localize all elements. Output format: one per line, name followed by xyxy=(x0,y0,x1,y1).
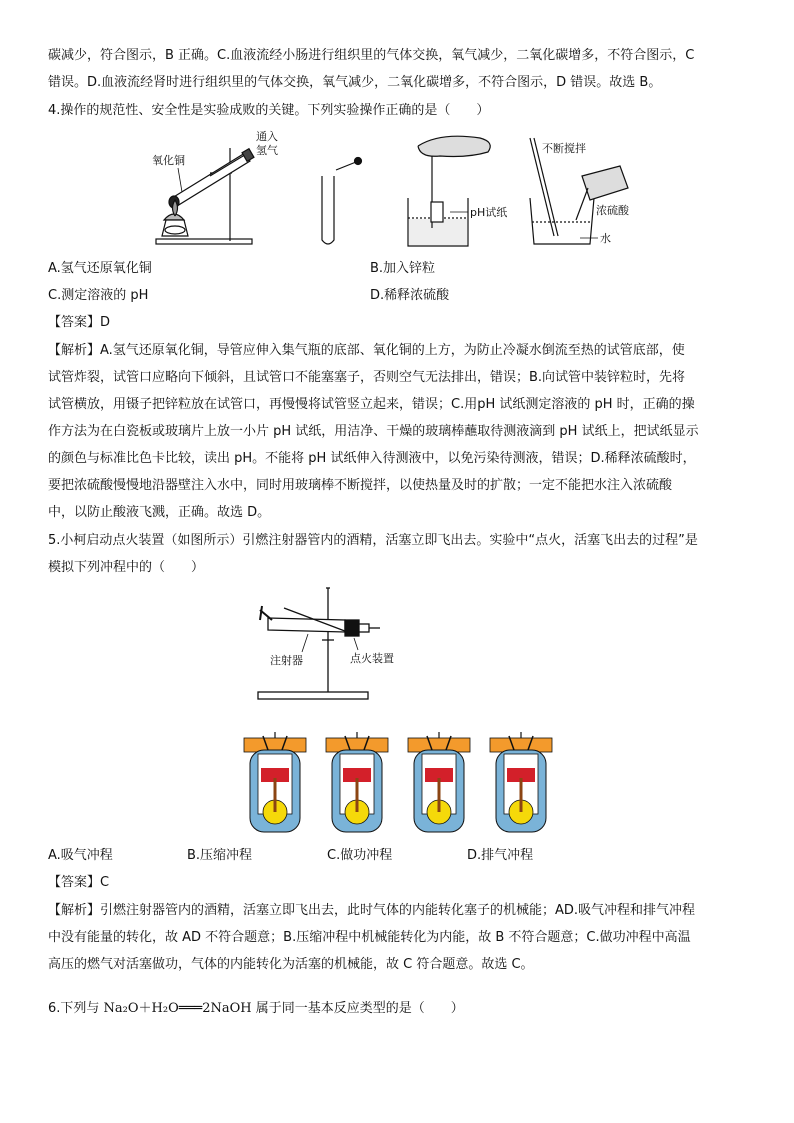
question-4-stem: 4.操作的规范性、安全性是实验成败的关键。下列实验操作正确的是（ ） xyxy=(48,103,490,118)
explanation-line: 试管横放，用镊子把锌粒放在试管口，再慢慢将试管竖立起来，错误；C.用pH 试纸测定溶液的 pH 时，正确的操 xyxy=(48,397,695,412)
explanation-line: 高压的燃气对活塞做功，气体的内能转化为活塞的机械能，故 C 符合题意。故选 C。 xyxy=(48,957,534,972)
label-water: 水 xyxy=(600,232,611,245)
option-b: B.加入锌粒 xyxy=(370,261,436,276)
explanation-line: 试管炸裂，试管口应略向下倾斜，且试管口不能塞塞子，否则空气无法排出，错误；B.向试管中装锌粒时，先将 xyxy=(48,370,686,385)
option-d: D.排气冲程 xyxy=(467,848,534,863)
option-c: C.做功冲程 xyxy=(327,848,393,863)
explanation-line: 【解析】引燃注射器管内的酒精，活塞立即飞出去，此时气体的内能转化塞子的机械能；AD.吸气冲程和排气冲程 xyxy=(48,903,696,918)
label-ph-paper: pH试纸 xyxy=(470,206,508,219)
question-5-stem: 5.小柯启动点火装置（如图所示）引燃注射器管内的酒精，活塞立即飞出去。实验中“点火，活塞飞出去的过程”是 xyxy=(48,533,698,548)
option-a: A.吸气冲程 xyxy=(48,848,113,863)
q5-engine-strokes xyxy=(240,730,560,840)
label-conc-sulfuric: 浓硫酸 xyxy=(596,204,629,217)
text-line: 碳减少，符合图示，B 正确。C.血液流经小肠进行组织里的气体交换，氧气减少，二氧化碳增多，不符合图示，C xyxy=(48,48,695,63)
option-a: A.氢气还原氧化铜 xyxy=(48,261,152,276)
q6-prefix: 6.下列与 xyxy=(48,1001,100,1016)
label-hydrogen-in: 通入 xyxy=(256,130,278,143)
q4-figure xyxy=(150,128,670,258)
text-line: 错误。D.血液流经肾时进行组织里的气体交换，氧气减少，二氧化碳增多，不符合图示，D 错误。故选 B。 xyxy=(48,75,662,90)
engine-intake-stroke xyxy=(244,732,306,832)
label-syringe: 注射器 xyxy=(270,654,303,667)
answer-5: 【答案】C xyxy=(48,875,110,890)
figure-c-ph-test xyxy=(408,136,490,246)
label-hydrogen: 氢气 xyxy=(256,144,278,157)
engine-exhaust-stroke xyxy=(490,732,552,832)
explanation-line: 的颜色与标准比色卡比较，读出 pH。不能将 pH 试纸伸入待测液中，以免污染待测液，错误；D.稀释浓硫酸时， xyxy=(48,451,696,466)
answer-4: 【答案】D xyxy=(48,315,111,330)
explanation-line: 【解析】A.氢气还原氧化铜，导管应伸入集气瓶的底部、氧化铜的上方，为防止冷凝水倒流至热的试管底部，使 xyxy=(48,343,685,358)
option-b: B.压缩冲程 xyxy=(187,848,253,863)
question-5-stem: 模拟下列冲程中的（ ） xyxy=(48,560,205,575)
option-c: C.测定溶液的 pH xyxy=(48,288,149,303)
q6-suffix: 属于同一基本反应类型的是（ ） xyxy=(255,1001,464,1016)
explanation-line: 要把浓硫酸慢慢地沿器壁注入水中，同时用玻璃棒不断搅拌，以使热量及时的扩散；一定不能把水注入浓硫酸 xyxy=(48,478,673,493)
explanation-line: 作方法为在白瓷板或玻璃片上放一小片 pH 试纸，用洁净、干燥的玻璃棒蘸取待测液滴到 pH 试纸上，把试纸显示 xyxy=(48,424,699,439)
question-6-stem xyxy=(48,999,464,1019)
q5-ignition-setup xyxy=(250,580,410,705)
engine-power-stroke xyxy=(408,732,470,832)
label-copper-oxide: 氧化铜 xyxy=(152,154,185,167)
explanation-line: 中，以防止酸液飞溅，正确。故选 D。 xyxy=(48,505,271,520)
label-stir: 不断搅拌 xyxy=(542,142,586,155)
engine-compression-stroke xyxy=(326,732,388,832)
label-igniter: 点火装置 xyxy=(350,652,394,665)
explanation-line: 中没有能量的转化，故 AD 不符合题意；B.压缩冲程中机械能转化为内能，故 B 不符合题意；C.做功冲程中高温 xyxy=(48,930,691,945)
option-d: D.稀释浓硫酸 xyxy=(370,288,450,303)
figure-b-adding-zinc xyxy=(322,158,362,245)
q6-equation: Na₂O＋H₂O═══2NaOH xyxy=(103,1001,252,1016)
